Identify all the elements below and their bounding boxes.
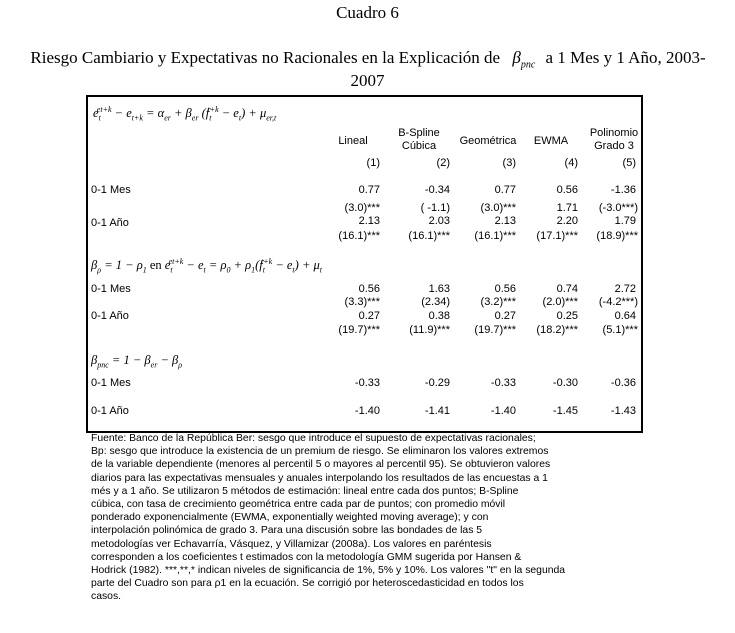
col-number-5: (5) xyxy=(622,157,636,169)
table-cell-stat: (3.0)*** xyxy=(480,202,516,214)
table-cell: 2.13 xyxy=(494,215,516,227)
table-cell: 0.27 xyxy=(494,310,516,322)
table-cell-stat: (2.34) xyxy=(421,296,450,308)
table-cell-stat: (5.1)*** xyxy=(602,324,638,336)
table-cell-stat: (16.1)*** xyxy=(338,230,380,242)
note-line: corresponden a los coeficientes t estimados con la metodología GMM sugerida por Hansen & xyxy=(91,551,522,563)
table-cell: 0.77 xyxy=(494,184,516,196)
table-cell: -1.40 xyxy=(354,405,380,417)
table-cell: 2.13 xyxy=(358,215,380,227)
note-line: diarios para las expectativas mensuales y anuales interpolando los resultados de las encuestas a 1 xyxy=(91,472,548,484)
table-number: Cuadro 6 xyxy=(336,3,399,22)
table-cell: -0.36 xyxy=(610,377,636,389)
table-cell-stat: (-4.2***) xyxy=(598,296,638,308)
col-header-bspline: B-Spline Cúbica xyxy=(398,127,440,152)
table-title-year: 2007 xyxy=(350,71,385,90)
note-line: interpolación polinómica de grado 3. Para una discusión sobre las bondades de las 5 xyxy=(91,525,483,537)
table-cell-stat: (17.1)*** xyxy=(536,230,578,242)
row-label-1mes: 0-1 Mes xyxy=(91,283,131,295)
table-notes xyxy=(91,432,631,604)
equation-expectation-error: $e_t^{et+k} - e_{t+k} = \alpha_{er} + \beta_{er}$ $(f_t^{t+k} - e_t) + \mu_{er,t}$ xyxy=(93,105,277,123)
col-header-lineal: Lineal xyxy=(338,135,368,147)
table-cell: 2.03 xyxy=(428,215,450,227)
table-cell-stat: ( -1.1) xyxy=(420,202,450,214)
table-cell-stat: (19.7)*** xyxy=(338,324,380,336)
table-cell: 2.20 xyxy=(556,215,578,227)
note-line: metodologías ver Echavarría, Vásquez, y Villamizar (2008a). Los valores en paréntesis xyxy=(91,538,492,550)
row-label-1ano: 0-1 Año xyxy=(91,310,129,322)
row-label-1ano: 0-1 Año xyxy=(91,217,129,229)
table-cell: 0.25 xyxy=(556,310,578,322)
table-cell-stat: (-3.0***) xyxy=(598,202,638,214)
table-cell-stat: (3.3)*** xyxy=(344,296,380,308)
table-cell-stat: (19.7)*** xyxy=(474,324,516,336)
equation-risk-premium: $\beta_\rho = 1 - \rho_1$ en $e_t^{et+k} - e_t = \rho_0 + \rho_1(f_t^{t+k} - e_t) + \mu_t$ xyxy=(91,257,323,275)
table-cell-stat: (11.9)*** xyxy=(409,324,450,336)
table-cell-stat: (16.1)*** xyxy=(408,230,450,242)
table-cell-stat: (18.9)*** xyxy=(596,230,638,242)
col-number-3: (3) xyxy=(502,157,516,169)
table-cell-stat: (3.0)*** xyxy=(344,202,380,214)
title-beta-symbol: $\beta_{pnc}$ xyxy=(512,48,536,71)
table-cell-stat: (18.2)*** xyxy=(536,324,578,336)
table-cell: -1.36 xyxy=(610,184,636,196)
row-label-1mes: 0-1 Mes xyxy=(91,377,131,389)
table-cell: 0.38 xyxy=(428,310,450,322)
table-cell-stat: (16.1)*** xyxy=(474,230,516,242)
col-header-polinomio: Polinomio Grado 3 xyxy=(589,127,639,152)
row-label-1ano: 0-1 Año xyxy=(91,405,129,417)
table-cell: 0.56 xyxy=(494,283,516,295)
note-line: Hodrick (1982). ***,**,* indican niveles de significancia de 1%, 5% y 10%. Los valores "t" en la segunda xyxy=(91,565,566,577)
col-header-geometrica: Geométrica xyxy=(459,135,517,147)
note-line: ponderado exponencialmente (EWMA, exponentially weighted moving average); y con xyxy=(91,512,489,524)
table-cell-stat: (2.0)*** xyxy=(542,296,578,308)
table-cell: -0.33 xyxy=(490,377,516,389)
table-cell: 2.72 xyxy=(614,283,636,295)
table-cell: -0.33 xyxy=(354,377,380,389)
table-cell: -1.45 xyxy=(552,405,578,417)
col-header-ewma: EWMA xyxy=(533,135,569,147)
note-line: més y a 1 año. Se utilizaron 5 métodos de estimación: lineal entre cada dos puntos; B-Spline xyxy=(91,485,519,497)
note-line: casos. xyxy=(91,591,122,603)
note-line: cúbica, con tasa de crecimiento geométrica entre cada par de puntos; con promedio móvil xyxy=(91,499,506,511)
col-number-4: (4) xyxy=(564,157,578,169)
table-cell-stat: (3.2)*** xyxy=(480,296,516,308)
table-cell: -0.34 xyxy=(424,184,450,196)
table-cell: -0.30 xyxy=(552,377,578,389)
table-cell: 0.74 xyxy=(556,283,578,295)
table-cell: 0.56 xyxy=(358,283,380,295)
note-line: Bp: sesgo que introduce la existencia de un premium de riesgo. Se eliminaron los valores extremos xyxy=(91,446,549,458)
col-number-1: (1) xyxy=(366,157,380,169)
table-cell: 0.27 xyxy=(358,310,380,322)
table-cell: 1.63 xyxy=(428,283,450,295)
table-cell: 0.64 xyxy=(614,310,636,322)
table-cell: -1.40 xyxy=(490,405,516,417)
table-cell: 1.79 xyxy=(614,215,636,227)
col-number-2: (2) xyxy=(436,157,450,169)
equation-non-rational: $\beta_{pnc} = 1 - \beta_{er} - \beta_\rho$ xyxy=(91,353,183,370)
title-text-before: Riesgo Cambiario y Expectativas no Racionales en la Explicación de xyxy=(30,48,501,67)
table-cell: -0.29 xyxy=(424,377,450,389)
note-line: parte del Cuadro son para ρ1 en la ecuación. Se corrigió por heteroscedasticidad en todos los xyxy=(91,578,524,590)
table-cell: 0.56 xyxy=(556,184,578,196)
table-cell-stat: 1.71 xyxy=(556,202,578,214)
table-cell: -1.41 xyxy=(424,405,450,417)
note-line: Fuente: Banco de la República Ber: sesgo que introduce el supuesto de expectativas racionales; xyxy=(91,433,536,444)
title-text-after: a 1 Mes y 1 Año, 2003- xyxy=(545,48,706,67)
table-cell: 0.77 xyxy=(358,184,380,196)
results-table xyxy=(86,95,643,433)
table-cell: -1.43 xyxy=(610,405,636,417)
note-line: de la variable dependiente (menores al percentil 5 o mayores al percentil 95). Se obtuvieron valores xyxy=(91,459,551,471)
row-label-1mes: 0-1 Mes xyxy=(91,184,131,196)
